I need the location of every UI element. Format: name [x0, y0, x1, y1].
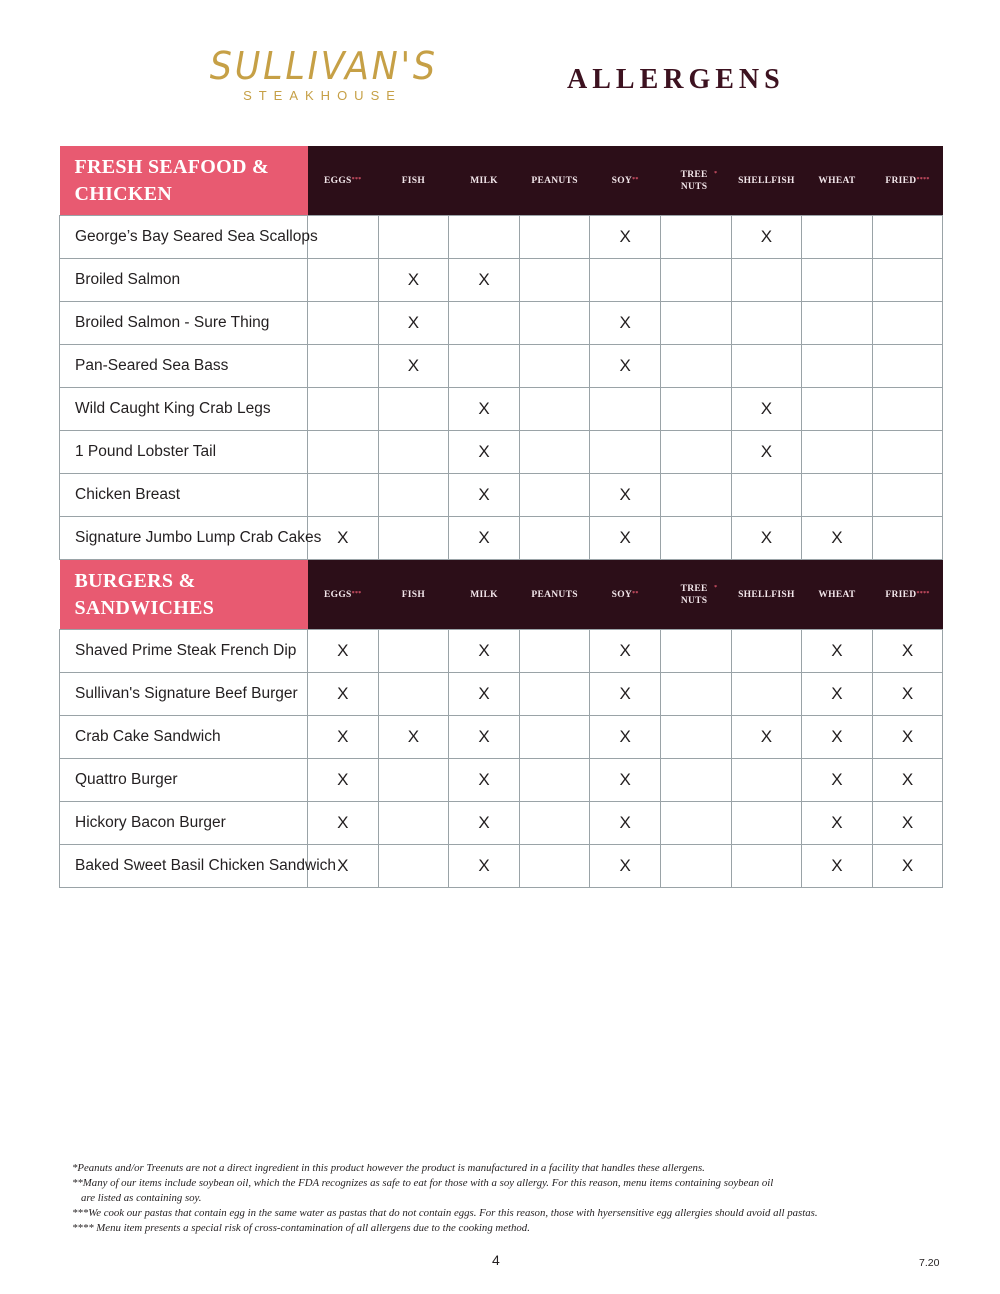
allergen-cell	[519, 630, 590, 673]
sullivans-logo	[200, 46, 445, 103]
allergen-cell	[660, 216, 731, 259]
allergen-cell	[872, 431, 943, 474]
allergen-cell: X	[731, 388, 802, 431]
column-header	[590, 146, 661, 216]
allergen-cell	[308, 388, 379, 431]
footnote-marker: ***	[351, 176, 362, 183]
column-header	[660, 146, 731, 216]
allergen-cell: X	[590, 716, 661, 759]
table-row	[60, 388, 943, 431]
column-label: FISH	[401, 175, 426, 186]
allergen-cell	[660, 673, 731, 716]
column-header	[731, 146, 802, 216]
footnote-line: are listed as containing soy.	[81, 1192, 202, 1204]
column-header	[378, 560, 449, 630]
menu-item-name: Sullivan's Signature Beef Burger	[60, 673, 308, 716]
column-label: SHELLFISH	[738, 175, 795, 186]
allergen-cell	[660, 345, 731, 388]
footnote-line: *Peanuts and/or Treenuts are not a direct ingredient in this product however the product is manufactured in a facility that handles these allergens.	[72, 1162, 705, 1174]
allergen-cell	[378, 845, 449, 888]
column-label: FISH	[401, 589, 426, 600]
allergen-cell	[378, 216, 449, 259]
footnote-line: **Many of our items include soybean oil, which the FDA recognizes as safe to eat for those with a soy allergy. For this reason, menu items containing soybean oil	[72, 1177, 774, 1189]
menu-item-name: Baked Sweet Basil Chicken Sandwich	[60, 845, 308, 888]
menu-item-name: Shaved Prime Steak French Dip	[60, 630, 308, 673]
column-header	[590, 560, 661, 630]
column-header	[660, 560, 731, 630]
allergen-cell	[872, 216, 943, 259]
column-header	[308, 146, 379, 216]
menu-item-name: Signature Jumbo Lump Crab Cakes	[60, 517, 308, 560]
table-row	[60, 302, 943, 345]
allergen-cell	[519, 845, 590, 888]
column-label: EGGS	[324, 175, 352, 186]
menu-item-name: Hickory Bacon Burger	[60, 802, 308, 845]
allergen-cell	[872, 345, 943, 388]
allergen-cell	[449, 216, 520, 259]
allergen-cell	[519, 673, 590, 716]
column-header	[872, 560, 943, 630]
allergen-cell	[378, 431, 449, 474]
allergen-cell	[308, 259, 379, 302]
allergen-cell: X	[872, 716, 943, 759]
allergen-cell	[731, 802, 802, 845]
allergen-cell: X	[872, 673, 943, 716]
menu-item-name: Wild Caught King Crab Legs	[60, 388, 308, 431]
menu-item-name: Broiled Salmon - Sure Thing	[60, 302, 308, 345]
allergen-cell	[731, 345, 802, 388]
allergen-cell	[519, 345, 590, 388]
allergen-cell: X	[731, 431, 802, 474]
column-label: FRIED	[885, 175, 917, 186]
page-number: 4	[492, 1252, 500, 1268]
allergen-cell: X	[802, 802, 873, 845]
allergen-cell	[731, 302, 802, 345]
column-label: SOY	[611, 589, 633, 600]
allergen-cell: X	[308, 845, 379, 888]
menu-item-name: George’s Bay Seared Sea Scallops	[60, 216, 308, 259]
table-row	[60, 431, 943, 474]
allergen-cell	[802, 431, 873, 474]
column-label: WHEAT	[818, 175, 856, 186]
allergen-cell	[660, 716, 731, 759]
footnote-line: ***We cook our pastas that contain egg in the same water as pastas that do not contain eggs. For this reason, those with hyersensitive egg allergies should avoid all pastas.	[72, 1207, 818, 1219]
column-header	[802, 560, 873, 630]
allergen-cell	[519, 302, 590, 345]
column-header	[308, 560, 379, 630]
column-label: WHEAT	[818, 589, 856, 600]
allergen-cell: X	[449, 431, 520, 474]
table-row	[60, 759, 943, 802]
allergen-cell: X	[802, 630, 873, 673]
allergen-cell: X	[449, 673, 520, 716]
allergen-cell: X	[802, 845, 873, 888]
allergen-cell	[519, 716, 590, 759]
allergen-cell	[590, 259, 661, 302]
allergen-cell	[802, 302, 873, 345]
column-label: SOY	[611, 175, 633, 186]
allergen-cell: X	[872, 759, 943, 802]
allergen-cell: X	[378, 259, 449, 302]
logo-subtitle: STEAKHOUSE	[243, 88, 402, 103]
table-row	[60, 716, 943, 759]
allergen-cell	[378, 630, 449, 673]
allergen-cell: X	[308, 716, 379, 759]
column-label: FRIED	[885, 589, 917, 600]
column-header	[519, 146, 590, 216]
allergen-cell	[802, 345, 873, 388]
allergen-cell: X	[449, 517, 520, 560]
allergen-cell: X	[872, 630, 943, 673]
version-label: 7.20	[919, 1257, 940, 1269]
allergen-cell	[449, 302, 520, 345]
footnote-marker: *	[714, 170, 718, 177]
column-header	[449, 146, 520, 216]
table-row	[60, 673, 943, 716]
allergen-cell	[802, 259, 873, 302]
footnotes	[72, 1161, 952, 1236]
allergen-cell	[308, 216, 379, 259]
allergen-cell: X	[308, 802, 379, 845]
allergen-cell	[802, 388, 873, 431]
allergen-cell	[660, 302, 731, 345]
column-label: PEANUTS	[531, 589, 578, 600]
allergen-cell	[519, 759, 590, 802]
footnote-marker: ****	[916, 590, 930, 597]
menu-item-name: Crab Cake Sandwich	[60, 716, 308, 759]
allergen-table	[59, 146, 943, 888]
allergen-cell: X	[590, 302, 661, 345]
footnote-marker: **	[632, 176, 639, 183]
allergen-cell: X	[308, 673, 379, 716]
column-label: TREE NUTS	[680, 583, 708, 606]
column-label: SHELLFISH	[738, 589, 795, 600]
menu-item-name: 1 Pound Lobster Tail	[60, 431, 308, 474]
allergen-cell	[308, 474, 379, 517]
allergen-cell	[872, 259, 943, 302]
allergen-cell	[378, 388, 449, 431]
table-row	[60, 630, 943, 673]
allergen-cell: X	[378, 302, 449, 345]
allergen-cell	[378, 474, 449, 517]
allergen-cell	[519, 259, 590, 302]
allergen-cell	[660, 759, 731, 802]
column-header	[872, 146, 943, 216]
allergen-cell	[660, 474, 731, 517]
footnote-marker: *	[714, 584, 718, 591]
allergen-cell	[660, 845, 731, 888]
table-row	[60, 845, 943, 888]
allergen-cell	[378, 802, 449, 845]
allergen-cell	[378, 673, 449, 716]
allergen-cell	[872, 302, 943, 345]
column-label: MILK	[470, 589, 498, 600]
allergen-cell	[519, 802, 590, 845]
allergen-cell: X	[590, 802, 661, 845]
menu-item-name: Pan-Seared Sea Bass	[60, 345, 308, 388]
allergen-cell	[660, 630, 731, 673]
column-label: EGGS	[324, 589, 352, 600]
footnote-marker: ****	[916, 176, 930, 183]
allergen-cell	[802, 474, 873, 517]
allergen-cell: X	[731, 716, 802, 759]
allergen-cell: X	[802, 716, 873, 759]
allergen-cell: X	[449, 474, 520, 517]
allergen-cell: X	[590, 759, 661, 802]
allergen-cell: X	[308, 759, 379, 802]
allergen-cell: X	[872, 845, 943, 888]
allergen-cell	[660, 388, 731, 431]
allergen-cell: X	[449, 716, 520, 759]
page-title: ALLERGENS	[567, 64, 785, 95]
allergen-cell	[872, 517, 943, 560]
allergen-cell	[519, 474, 590, 517]
footnote-line: **** Menu item presents a special risk of cross-contamination of all allergens due to the cooking method.	[72, 1222, 530, 1234]
allergen-cell: X	[802, 673, 873, 716]
table-row	[60, 259, 943, 302]
allergen-cell	[519, 388, 590, 431]
column-header	[519, 560, 590, 630]
allergen-cell	[731, 630, 802, 673]
table-row	[60, 517, 943, 560]
allergen-cell	[308, 302, 379, 345]
section-title: FRESH SEAFOOD & CHICKEN	[60, 146, 308, 216]
allergen-cell	[519, 517, 590, 560]
allergen-cell	[378, 517, 449, 560]
allergen-cell: X	[802, 517, 873, 560]
column-label: MILK	[470, 175, 498, 186]
allergen-cell: X	[590, 517, 661, 560]
allergen-cell: X	[731, 216, 802, 259]
allergen-cell	[308, 431, 379, 474]
allergen-cell	[449, 345, 520, 388]
allergen-cell	[731, 845, 802, 888]
allergen-cell: X	[590, 216, 661, 259]
allergen-cell	[731, 474, 802, 517]
allergen-cell	[519, 431, 590, 474]
section-header-row	[60, 146, 943, 216]
column-header	[802, 146, 873, 216]
column-header	[449, 560, 520, 630]
allergen-cell	[378, 759, 449, 802]
menu-item-name: Broiled Salmon	[60, 259, 308, 302]
allergen-cell: X	[449, 802, 520, 845]
allergen-cell: X	[449, 259, 520, 302]
allergen-cell	[590, 431, 661, 474]
column-label: PEANUTS	[531, 175, 578, 186]
allergen-cell	[519, 216, 590, 259]
allergen-cell	[872, 474, 943, 517]
allergen-cell: X	[590, 673, 661, 716]
table-row	[60, 802, 943, 845]
allergen-cell: X	[308, 517, 379, 560]
allergen-cell	[660, 259, 731, 302]
allergen-cell: X	[590, 474, 661, 517]
table-row	[60, 216, 943, 259]
allergen-cell	[731, 259, 802, 302]
allergen-cell	[872, 388, 943, 431]
allergen-cell: X	[590, 345, 661, 388]
allergen-cell: X	[449, 759, 520, 802]
allergen-cell: X	[449, 630, 520, 673]
allergen-cell	[308, 345, 379, 388]
allergen-cell: X	[308, 630, 379, 673]
allergen-cell: X	[590, 630, 661, 673]
table-row	[60, 345, 943, 388]
column-header	[731, 560, 802, 630]
allergen-cell	[660, 802, 731, 845]
allergen-cell	[660, 517, 731, 560]
footnote-marker: ***	[351, 590, 362, 597]
section-title: BURGERS & SANDWICHES	[60, 560, 308, 630]
table-row	[60, 474, 943, 517]
allergen-cell	[590, 388, 661, 431]
allergen-cell: X	[378, 345, 449, 388]
allergen-cell: X	[590, 845, 661, 888]
footnote-marker: **	[632, 590, 639, 597]
allergen-cell: X	[872, 802, 943, 845]
column-label: TREE NUTS	[680, 169, 708, 192]
allergen-cell: X	[449, 845, 520, 888]
allergen-cell: X	[802, 759, 873, 802]
allergen-cell: X	[731, 517, 802, 560]
allergen-cell: X	[378, 716, 449, 759]
menu-item-name: Quattro Burger	[60, 759, 308, 802]
column-header	[378, 146, 449, 216]
allergen-cell	[731, 673, 802, 716]
section-header-row	[60, 560, 943, 630]
allergen-cell: X	[449, 388, 520, 431]
menu-item-name: Chicken Breast	[60, 474, 308, 517]
allergen-cell	[731, 759, 802, 802]
allergen-cell	[802, 216, 873, 259]
allergen-cell	[660, 431, 731, 474]
logo-wordmark: SULLIVAN'S	[209, 44, 438, 88]
